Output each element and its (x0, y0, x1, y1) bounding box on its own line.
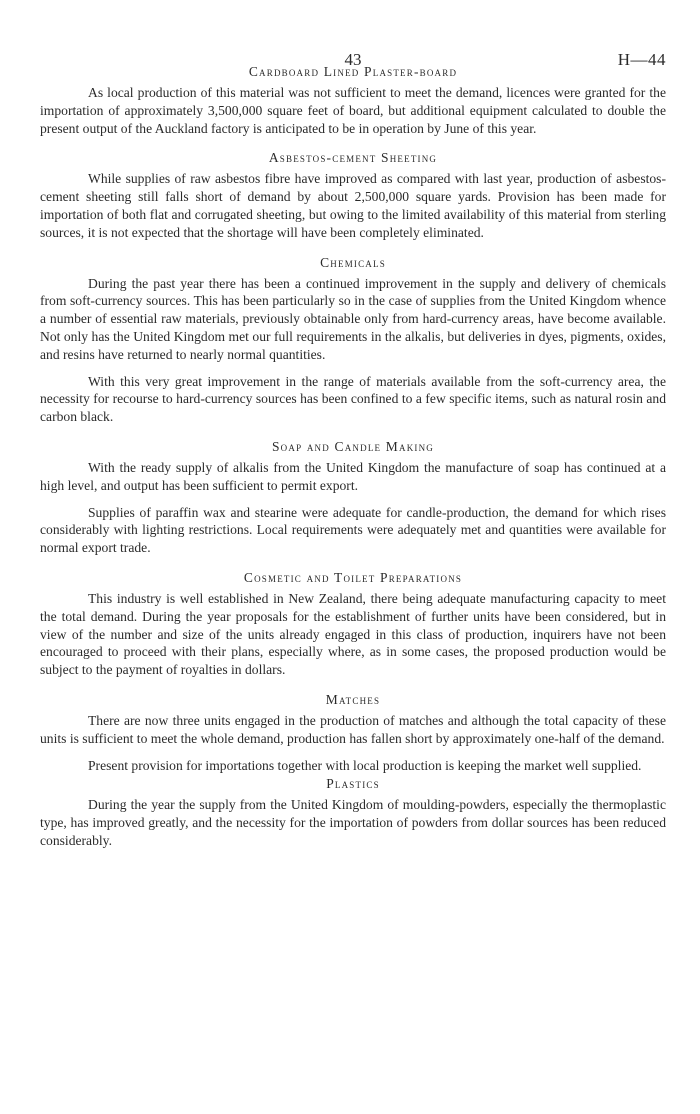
page-header (40, 0, 666, 69)
paragraph: Present provision for importations together with local production is keeping the market well supplied. (88, 757, 642, 773)
section-heading: Plastics (326, 776, 380, 792)
paragraph: During the year the supply from the United Kingdom of moulding-powders, especially the thermoplastic type, has improved greatly, and the necessity for the importation of powders from dollar sources has been reduced considerably. (40, 797, 666, 848)
paragraph: While supplies of raw asbestos fibre have improved as compared with last year, production of asbestos-cement sheeting still falls short of demand by about 2,500,000 square yards. Provision has been made for importation of both flat and corrugated sheeting, but owing to the limited availability of this material from sterling sources, it is not expected that the shortage will have been completely eliminated. (40, 171, 666, 240)
paragraph: There are now three units engaged in the production of matches and although the total capacity of these units is sufficient to meet the whole demand, production has fallen short by approximately one-half of the demand. (40, 712, 666, 746)
section-cosmetic-toilet-preparations (40, 568, 666, 679)
section-heading: Chemicals (320, 254, 386, 270)
section-heading: Asbestos-cement Sheeting (268, 150, 438, 166)
section-chemicals (40, 253, 666, 426)
document-reference: H—44 (617, 50, 666, 69)
section-heading: Matches (325, 691, 381, 707)
section-heading: Cosmetic and Toilet Preparations (243, 569, 463, 585)
paragraph: During the past year there has been a continued improvement in the supply and delivery of chemicals from soft-currency sources. This has been particularly so in the case of supplies from the United Kingdom whence a number of essential raw materials, previously obtainable only from hard-currency areas, have become available. Not only has the United Kingdom met our full requirements in the alkalis, but deliveries in dyes, pigments, oxides, and resins have returned to nearly normal quantities. (40, 275, 666, 362)
paragraph: With this very great improvement in the range of materials available from the soft-currency area, the necessity for recourse to hard-currency sources has been confined to a few specific items, such as natural rosin and carbon black. (40, 373, 666, 425)
section-soap-candle-making (40, 437, 666, 557)
section-plastics (40, 774, 666, 849)
paragraph: Supplies of paraffin wax and stearine were adequate for candle-production, the demand for which rises considerably with lighting restrictions. Local requirements were adequately met and quantities were available for normal export trade. (40, 504, 666, 556)
section-heading: Cardboard Lined Plaster-board (248, 64, 458, 79)
section-cardboard-plaster-board (40, 62, 666, 137)
section-matches (40, 690, 666, 774)
section-asbestos-cement-sheeting (40, 148, 666, 241)
paragraph: This industry is well established in New Zealand, there being adequate manufacturing capacity to meet the total demand. During the year proposals for the establishment of further units have been considered, but in view of the number and size of the units already engaged in this class of production, inquirers have not been encouraged to proceed with their plans, especially where, as in some cases, the proposed production would be subject to the payment of royalties in dollars. (40, 590, 666, 678)
paragraph: With the ready supply of alkalis from the United Kingdom the manufacture of soap has continued at a high level, and output has been sufficient to permit export. (40, 459, 666, 493)
section-heading: Soap and Candle Making (271, 438, 435, 454)
document-page (40, 0, 666, 850)
page-number: 43 (344, 50, 362, 69)
paragraph: As local production of this material was not sufficient to meet the demand, licences were granted for the importation of approximately 3,500,000 square feet of board, but additional equipment calculated to double the present output of the Auckland factory is anticipated to be in operation by June of this year. (40, 85, 666, 136)
